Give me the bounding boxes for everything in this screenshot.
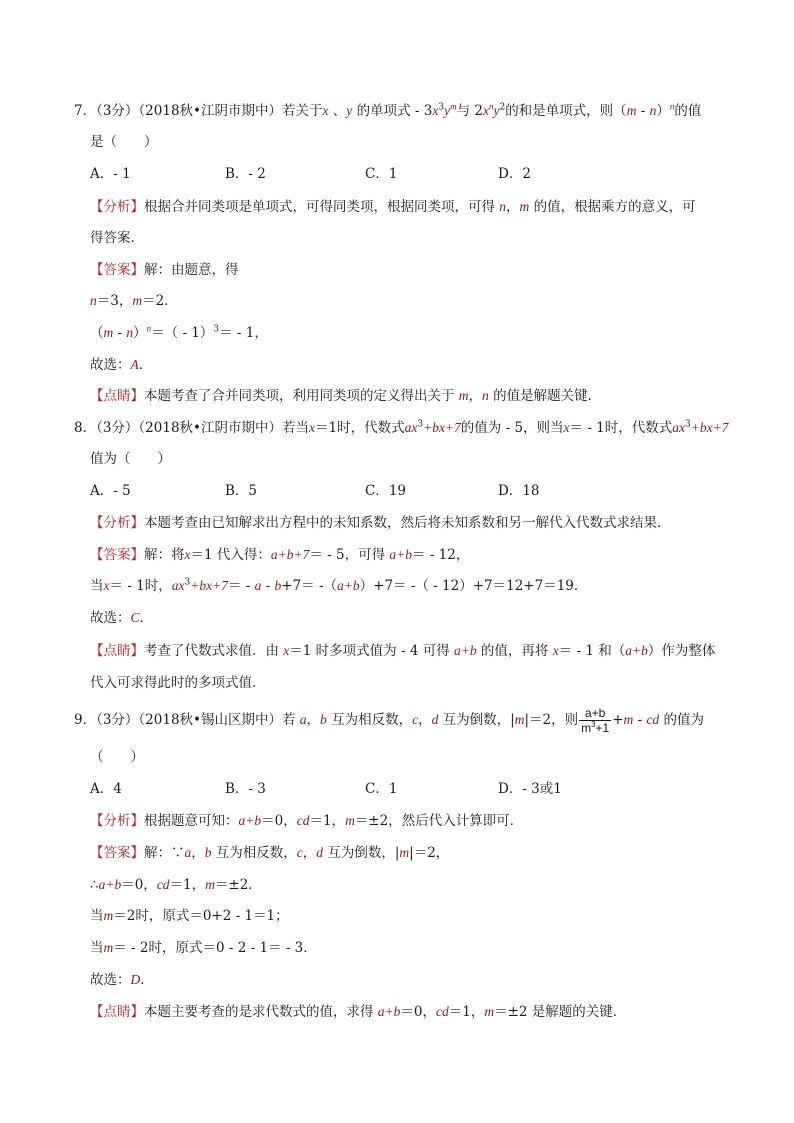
q8-option-d[interactable]: D．18: [498, 483, 540, 499]
q7-answer: 【答案】解：由题意，得: [90, 262, 239, 278]
q7-stem-line1: 7．（3分）（2018秋•江阴市期中）若关于x 、y 的单项式 - $3x^3y^m$与 $2x^ny^2$的和是单项式，则（m - n）$^n$的值: [74, 101, 702, 119]
q9-options: [90, 779, 690, 799]
q8-options: [90, 481, 690, 501]
q7-comment: 【点睛】本题考查了合并同类项，利用同类项的定义得出关于 m，n 的值是解题关键．: [90, 388, 602, 404]
q9-comment: 【点睛】本题主要考查的是求代数式的值，求得 a+b＝0，cd＝1，m＝±2 是解题的关键．: [90, 1004, 627, 1020]
q9-stem-line1: 9．（3分）（2018秋•锡山区期中）若 a，b 互为相反数，c，d 互为倒数，|m|＝2，则 $\frac{a+b}{m^3+1}$ +m - cd 的值为: [74, 706, 704, 735]
q9-fraction: $\frac{a+b}{m^3+1}$: [581, 706, 610, 735]
q9-option-a[interactable]: A．4: [90, 781, 122, 797]
q8-comment-line2: 代入可求得此时的多项式值．: [90, 675, 266, 691]
q7-step2: （m - n）$^n$＝（ - 1）$^3$＝ - 1，: [90, 323, 268, 341]
q9-option-c[interactable]: C．1: [365, 781, 398, 797]
q8-analysis: 【分析】本题考查由已知解求出方程中的未知系数，然后将未知系数和另一解代入代数式求结果．: [90, 515, 671, 531]
q7-option-a[interactable]: A．- 1: [90, 166, 131, 182]
q8-stem-line1: 8．（3分）（2018秋•江阴市期中）若当x＝1时，代数式$ax^3+bx+7$的值为 - 5，则当x＝ - 1时，代数式$ax^3+bx+7$: [74, 419, 729, 436]
q9-step2: 当m＝2时，原式＝0+2 - 1＝1；: [90, 908, 289, 924]
q7-option-c[interactable]: C．1: [365, 166, 398, 182]
q7-options: [90, 164, 690, 184]
q7-step1: n＝3，m＝2．: [90, 293, 178, 309]
q7-analysis-line2: 得答案．: [90, 230, 144, 246]
q8-stem-line2: 值为（ ）: [90, 451, 171, 467]
q8-choice: 故选：C．: [90, 610, 154, 626]
q7-option-d[interactable]: D．2: [498, 166, 531, 182]
q8-option-a[interactable]: A．- 5: [90, 483, 131, 499]
q9-answer: 【答案】解：∵a，b 互为相反数，c，d 互为倒数，|m|＝2，: [90, 845, 450, 861]
q9-option-b[interactable]: B．- 3: [225, 781, 266, 797]
q9-stem-line2: （ ）: [90, 749, 144, 765]
q8-option-c[interactable]: C．19: [365, 483, 407, 499]
q9-option-d[interactable]: D．- 3或1: [498, 781, 562, 797]
q8-answer: 【答案】解：将x＝1 代入得：a+b+7＝ - 5，可得 a+b＝ - 12，: [90, 547, 470, 563]
q9-step1: ∴a+b＝0，cd＝1，m＝±2．: [90, 877, 262, 893]
q9-analysis: 【分析】根据题意可知：a+b＝0，cd＝1，m＝±2，然后代入计算即可．: [90, 813, 524, 829]
q8-step2: 当x＝ - 1时，$ax^3+bx+7= - a - b+7= -(a+b)+7=$ -（ - 12）+7＝12+7＝19．: [90, 577, 588, 594]
q9-choice: 故选：D．: [90, 972, 154, 988]
q7-choice: 故选：A．: [90, 357, 153, 373]
q7-analysis: 【分析】根据合并同类项是单项式，可得同类项，根据同类项，可得 n，m 的值，根据乘方的意义，可: [90, 199, 696, 215]
q8-comment: 【点睛】考查了代数式求值．由 x＝1 时多项式值为 - 4 可得 a+b 的值，再将 x＝ - 1 和（a+b）作为整体: [90, 643, 716, 659]
q7-stem-line2: 是（ ）: [90, 134, 158, 150]
q9-step3: 当m＝ - 2时，原式＝0 - 2 - 1＝ - 3．: [90, 940, 317, 956]
q8-option-b[interactable]: B．5: [225, 483, 258, 499]
q7-option-b[interactable]: B．- 2: [225, 166, 266, 182]
